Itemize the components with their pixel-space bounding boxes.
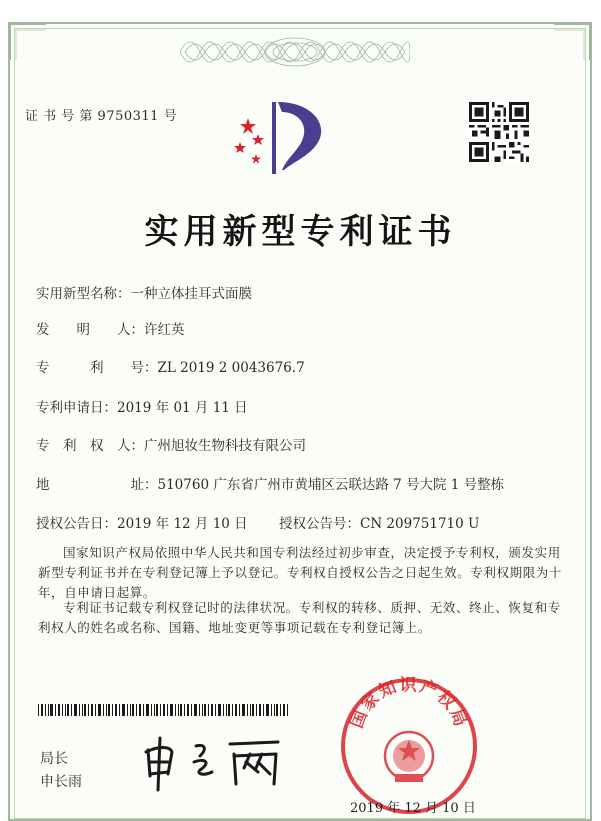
field-name — [36, 282, 252, 302]
field-filing-date — [36, 396, 248, 416]
field-name-label: 实用新型名称： — [36, 286, 131, 302]
official-seal — [339, 676, 479, 816]
field-patent-no-value: ZL 2019 2 0043676.7 — [157, 360, 305, 376]
seal-date: 2019 年 12 月 10 日 — [350, 801, 476, 816]
field-filing-date-value: 2019 年 01 月 11 日 — [117, 400, 248, 416]
director-name: 申长雨 — [40, 774, 82, 790]
guilloche-ornament — [180, 30, 410, 74]
field-patent-no — [36, 356, 305, 376]
field-grant-date-label: 授权公告日： — [36, 516, 117, 532]
field-patentee — [36, 434, 306, 454]
field-grant-no-label: 授权公告号： — [279, 516, 360, 532]
director-title: 局长 — [40, 751, 68, 767]
field-address-label: 地 址： — [36, 477, 158, 493]
field-patentee-value: 广州旭妆生物科技有限公司 — [144, 438, 306, 454]
handwritten-signature — [138, 732, 288, 792]
certificate-number — [25, 105, 177, 124]
field-grant-date — [36, 512, 248, 532]
qr-code — [469, 102, 529, 162]
cnipa-logo — [226, 98, 326, 178]
field-filing-date-label: 专利申请日： — [36, 400, 117, 416]
field-grant-no-value: CN 209751710 U — [360, 516, 480, 532]
field-grant-no — [279, 512, 479, 532]
body-paragraph-2: 专利证书记载专利权登记时的法律状况。专利权的转移、质押、无效、终止、恢复和专利权人的姓名或名称、国籍、地址变更等事项记载在专利登记簿上。 — [38, 600, 561, 635]
field-inventor-value: 许红英 — [144, 322, 185, 338]
certificate-number-suffix: 号 — [163, 109, 178, 124]
field-grant-date-value: 2019 年 12 月 10 日 — [117, 516, 248, 532]
field-inventor-label: 发 明 人： — [36, 322, 144, 338]
corner-ornament — [8, 22, 48, 62]
field-name-value: 一种立体挂耳式面膜 — [130, 286, 252, 302]
certificate-number-value: 9750311 — [97, 109, 159, 124]
field-patent-no-label: 专 利 号： — [36, 360, 158, 376]
barcode — [38, 704, 288, 716]
body-paragraph-1: 国家知识产权局依照中华人民共和国专利法经过初步审查，决定授予专利权，颁发实用新型专利证书并在专利登记簿上予以登记。专利权自授权公告之日起生效。专利权期限为十年，自申请日起算。 — [38, 545, 563, 600]
corner-ornament — [552, 22, 592, 62]
svg-text:国家知识产权局: 国家知识产权局 — [346, 676, 472, 732]
certificate-title: 实用新型专利证书 — [144, 212, 457, 252]
field-address — [36, 473, 504, 493]
certificate-number-label: 证 书 号 第 — [25, 109, 93, 124]
field-inventor — [36, 318, 185, 338]
field-address-value: 510760 广东省广州市黄埔区云联达路 7 号大院 1 号整栋 — [157, 477, 505, 493]
field-patentee-label: 专 利 权 人： — [36, 438, 144, 454]
